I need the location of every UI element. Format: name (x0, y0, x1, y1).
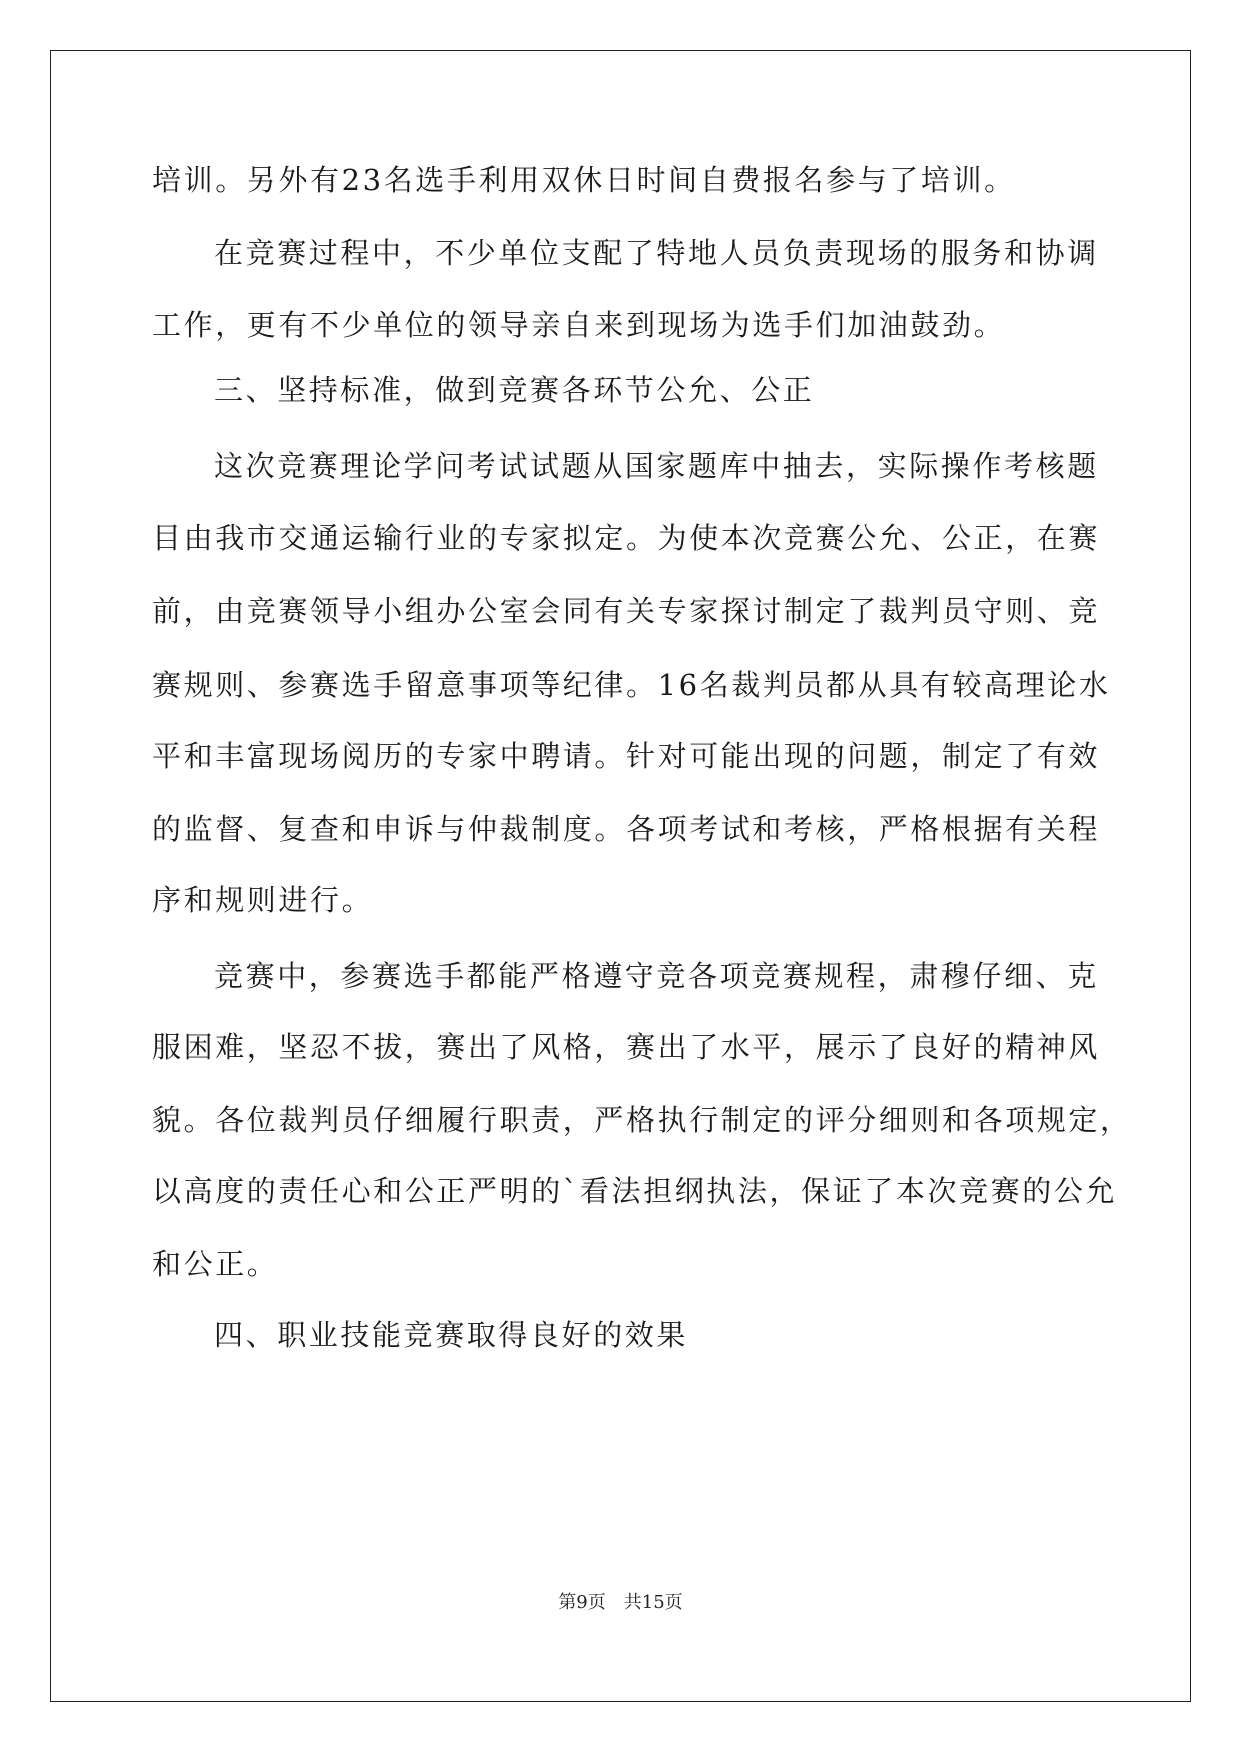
text-line: 以高度的责任心和公正严明的`看法担纲执法，保证了本次竞赛的公允 (152, 1174, 1118, 1208)
text-line: 服困难，坚忍不拔，赛出了风格，赛出了水平，展示了良好的精神风 (152, 1030, 1101, 1064)
text-line: 工作，更有不少单位的领导亲自来到现场为选手们加油鼓劲。 (152, 308, 1006, 342)
text-line: 赛规则、参赛选手留意事项等纪律。16名裁判员都从具有较高理论水 (152, 668, 1111, 702)
text-line: 的监督、复查和申诉与仲裁制度。各项考试和考核，严格根据有关程 (152, 812, 1101, 846)
text-line: 前，由竞赛领导小组办公室会同有关专家探讨制定了裁判员守则、竞 (152, 594, 1101, 628)
text-line: 和公正。 (152, 1247, 279, 1281)
text-line: 这次竞赛理论学问考试试题从国家题库中抽去，实际操作考核题 (214, 449, 1099, 483)
section-heading: 三、坚持标准，做到竞赛各环节公允、公正 (214, 373, 815, 407)
page-border (50, 50, 1191, 1702)
text-line: 培训。另外有23名选手利用双休日时间自费报名参与了培训。 (152, 163, 1016, 197)
text-line: 在竞赛过程中，不少单位支配了特地人员负责现场的服务和协调 (214, 236, 1099, 270)
text-line: 平和丰富现场阅历的专家中聘请。针对可能出现的问题，制定了有效 (152, 739, 1101, 773)
text-line: 目由我市交通运输行业的专家拟定。为使本次竞赛公允、公正，在赛 (152, 521, 1101, 555)
text-line: 貌。各位裁判员仔细履行职责，严格执行制定的评分细则和各项规定， (152, 1103, 1132, 1137)
page-footer (0, 1591, 1241, 1615)
text-line: 竞赛中，参赛选手都能严格遵守竞各项竞赛规程，肃穆仔细、克 (214, 959, 1099, 993)
text-line: 序和规则进行。 (152, 883, 374, 917)
page-total: 共15页 (623, 1592, 683, 1613)
section-heading: 四、职业技能竞赛取得良好的效果 (214, 1318, 689, 1352)
page-number: 第9页 (558, 1592, 606, 1613)
